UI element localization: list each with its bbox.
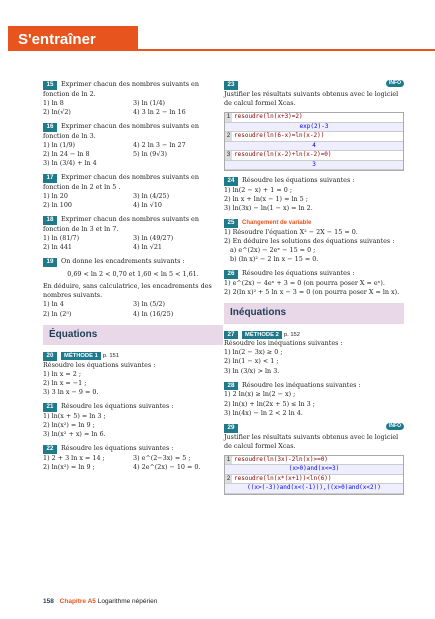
item: 1) ln(2 − x) + 1 = 0 ; [224,185,292,194]
item: 3) ln (4/25) [133,192,170,201]
item: 2) ln 24 − ln 8 [43,150,90,159]
line-number: 1 [226,113,231,120]
section-heading: Inéquations [224,303,404,323]
item: 1) ln (81/7) [43,234,80,243]
item: 3) ln (5/2) [133,300,166,309]
exercise-number: 16 [43,123,57,132]
exercise-number: 18 [43,216,57,225]
item: 3) e^(2−3x) = 5 ; [133,453,191,462]
xcas-result: (x>0)and(x<=3) [225,465,403,475]
exercise-17 [43,173,223,210]
item: 3) ln (3/x) > ln 3. [224,366,280,375]
exercise-text: Résoudre les équations suivantes : [61,444,174,453]
exercise-number: 21 [43,403,57,412]
exercise-number: 17 [43,174,57,183]
exercise-text: Résoudre les inéquations suivantes : [242,380,361,389]
exercise-text: Résoudre les équations suivantes : [242,176,355,185]
item: 1) 2 + 3 ln x = 14 ; [43,453,105,462]
item: 2) ln (2⁵) [43,309,72,318]
exercise-number: 29 [224,424,238,433]
info-badge: INFO [386,80,404,87]
exercise-28 [224,381,404,418]
formula: 0,69 < ln 2 < 0,70 et 1,60 < ln 5 < 1,61. [67,270,199,279]
exercise-number: 27 [224,331,238,340]
item: 2) ln(x²) = ln 9 ; [43,420,95,429]
item: 1) e^(2x) − 4eˣ + 3 = 0 (on pourra poser X = eˣ). [224,279,385,288]
item: 2) ln(x) + ln(2x + 5) ≤ ln 3 ; [224,399,315,408]
exercise-29 [224,423,404,495]
exercise-number: 20 [43,352,57,361]
item: 1) ln (1/9) [43,140,76,149]
exercise-number: 24 [224,177,238,186]
item: 3) ln(4x) − ln 2 < 2 ln 4. [224,408,303,417]
page-header [0,0,435,53]
xcas-session [224,112,404,171]
section-heading: Équations [43,325,223,345]
exercise-21 [43,402,223,439]
exercise-text: Exprimer chacun des nombres suivants en fonction de ln 2. [43,80,199,98]
page-number: 158 [43,598,54,605]
page-ref: p. 151 [102,352,119,359]
chapter-title: Logarithme népérien [97,598,158,605]
exercise-text: Résoudre les équations suivantes : [61,402,174,411]
item: 3) ln(x² + x) = ln 6. [43,430,106,439]
item: 5) ln (9√3) [133,150,167,159]
item: 1) ln(2 − 3x) ≥ 0 ; [224,348,283,357]
item: 4) 2 ln 3 − ln 27 [133,140,186,149]
page-footer [43,597,157,606]
xcas-command: resoudre(ln(x*(x+1))<ln(6)) [232,475,403,484]
chapter-label: Chapitre A5 [59,598,96,605]
exercise-22 [43,444,223,472]
item: 2) ln x + ln(x − 1) = ln 5 ; [224,194,308,203]
xcas-command: resoudre(ln(x-2)+ln(x-2)=0) [232,151,403,160]
exercise-16 [43,122,223,168]
item: 1) ln 20 [43,192,68,201]
page-ref: p. 152 [283,331,300,338]
xcas-session [224,455,404,495]
item: 3) ln (3/4) + ln 4 [43,159,97,168]
item: 4) ln √10 [133,201,162,210]
exercise-25 [224,218,404,264]
exercise-23 [224,80,404,171]
exercise-number: 25 [224,219,238,228]
exercise-24 [224,176,404,213]
item: 2) 2(ln x)² + 5 ln x − 3 = 0 (on pourra poser X = ln x). [224,288,400,297]
item: 4) ln (16/25) [133,309,174,318]
item: 2) ln(x²) = ln 9 ; [43,463,95,471]
item: 4) 2e^(2x) − 10 = 0. [133,463,201,471]
item: 2) ln(1 − x) < 1 ; [224,357,279,366]
left-column [43,80,223,477]
item: 1) ln(x + 5) = ln 3 ; [43,411,106,420]
line-number: 1 [226,456,231,463]
item: 2) En déduire les solutions des équations suivantes : [224,237,395,246]
exercise-subtitle: Changement de variable [242,220,312,227]
item: a) e^(2x) − 2eˣ − 15 = 0 ; [230,246,316,255]
item: 2) ln 441 [43,243,72,252]
item: 3) ln (1/4) [133,98,166,107]
exercise-text: On donne les encadrements suivants : [61,257,185,266]
xcas-command: resoudre(ln(x+3)=2) [232,113,403,122]
item: 2) ln 100 [43,201,72,210]
xcas-result: exp(2)-3 [225,123,403,133]
item: 1) ln 8 [43,98,64,107]
exercise-text: Exprimer chacun des nombres suivants en fonction de ln 2 et ln 5 . [43,173,199,192]
exercise-26 [224,269,404,297]
item: 1) Résoudre l'équation X² − 2X − 15 = 0. [224,227,358,236]
info-badge: INFO [386,423,404,430]
exercise-20 [43,351,223,397]
method-link[interactable]: MÉTHODE 2 [242,331,282,339]
exercise-text: Exprimer chacun des nombres suivants en fonction de ln 3. [43,122,199,140]
item: 1) ln 4 [43,300,64,309]
exercise-text: Résoudre les inéquations suivantes : [224,339,343,348]
exercise-text: Exprimer chacun des nombres suivants en fonction de ln 3 et ln 7. [43,215,199,234]
item: b) (ln x)² − 2 ln x − 15 = 0. [230,255,319,264]
exercise-text: Résoudre les équations suivantes : [43,360,156,369]
item: 2) ln x = −1 ; [43,378,87,387]
exercise-27 [224,330,404,376]
item: 1) ln x = 2 ; [43,369,82,378]
item: 1) 2 ln(x) ≥ ln(2 − x) ; [224,390,296,399]
item: 4) ln √21 [133,243,162,252]
item: 4) 3 ln 2 − ln 16 [133,107,186,116]
exercise-text: En déduire, sans calculatrice, les encadrements des nombres suivants. [43,282,212,300]
exercise-15 [43,80,223,117]
right-column [224,80,404,500]
method-link[interactable]: MÉTHODE 1 [61,352,101,360]
exercise-number: 15 [43,81,57,90]
item: 3) ln(3x) − ln(1 − x) = ln 2. [224,204,313,213]
exercise-number: 26 [224,270,238,279]
exercise-number: 28 [224,382,238,391]
item: 3) 3 ln x − 9 = 0. [43,387,99,396]
item: 2) ln(√2) [43,107,71,116]
line-number: 2 [226,475,231,482]
exercise-number: 22 [43,445,57,454]
item: 3) ln (49/27) [133,234,174,243]
exercise-text: Justifier les résultats suivants obtenus avec le logiciel de calcul formel Xcas. [224,432,399,450]
exercise-18 [43,215,223,252]
xcas-result: 4 [225,142,403,152]
exercise-number: 19 [43,258,57,267]
exercise-text: Résoudre les équations suivantes : [242,269,355,278]
line-number: 2 [226,133,231,140]
exercise-text: Justifier les résultats suivants obtenus avec le logiciel de calcul formel Xcas. [224,89,399,107]
header-rule [138,49,435,51]
xcas-result: ((x>(-3))and(x<(-1))),((x>0)and(x<2)) [225,484,403,494]
xcas-result: 3 [225,161,403,171]
line-number: 3 [226,152,231,159]
xcas-command: resoudre(ln(6-x)=ln(x-2)) [232,132,403,141]
exercise-number: 23 [224,81,238,90]
page-title: S'entraîner [18,31,96,48]
exercise-19 [43,257,223,318]
xcas-command: resoudre(ln(3x)-2ln(x)>=0) [232,456,403,465]
